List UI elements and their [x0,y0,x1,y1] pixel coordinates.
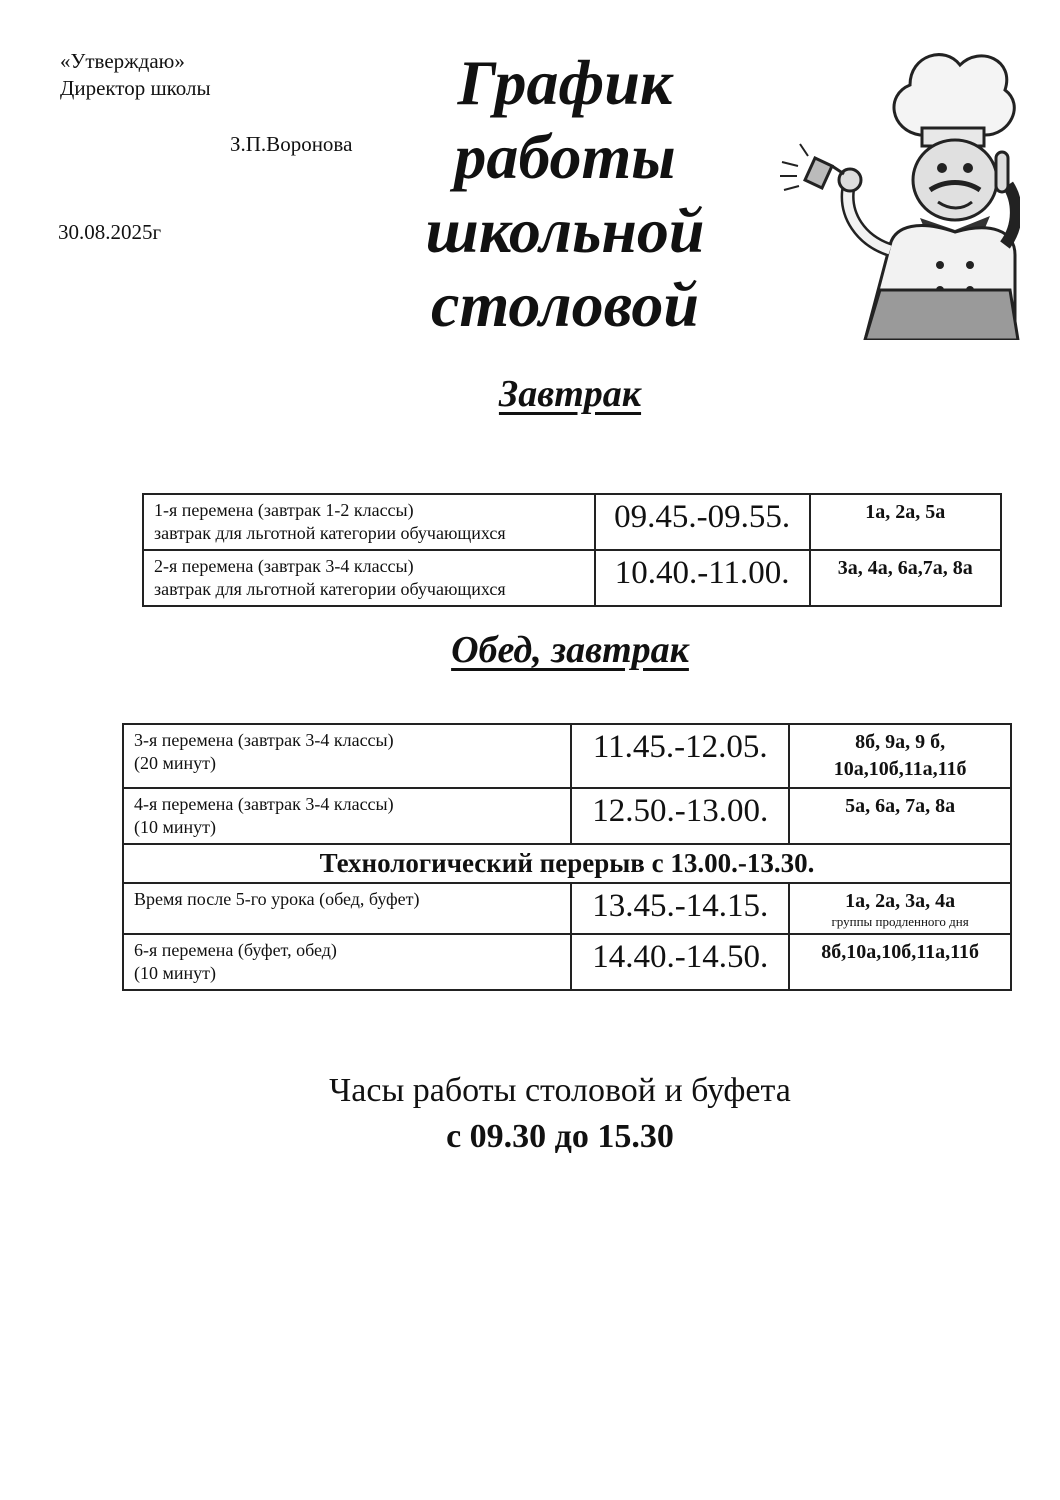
breakfast-table [142,493,1002,607]
table-row [123,724,1011,788]
approval-block [60,48,211,102]
working-hours [0,1068,1060,1160]
director-position: Директор школы [60,76,211,100]
period-label: 6-я перемена (буфет, обед) [134,940,337,960]
page-title [405,46,725,342]
period-note: (20 минут) [134,753,217,773]
period-label: 4-я перемена (завтрак 3-4 классы) [134,794,394,814]
table-row [123,788,1011,844]
period-note: завтрак для льготной категории обучающихся [154,579,506,599]
period-classes: 5а, 6а, 7а, 8а [789,788,1011,844]
period-time: 13.45.-14.15. [571,883,789,934]
title-line-3: школьной [425,195,705,266]
table-row [123,883,1011,934]
director-name: З.П.Воронова [230,132,353,156]
period-label: 1-я перемена (завтрак 1-2 классы) [154,500,414,520]
period-note: (10 минут) [134,817,217,837]
breakfast-heading: Завтрак [498,373,642,415]
table-row [143,494,1001,550]
period-description [143,494,595,550]
period-time: 09.45.-09.55. [595,494,810,550]
approve-line: «Утверждаю» [60,49,185,73]
lunch-heading: Обед, завтрак [451,629,689,671]
classes-line-1: 1а, 2а, 3а, 4а [845,890,956,912]
table-row [143,550,1001,606]
period-label: Время после 5-го урока (обед, буфет) [134,889,420,909]
working-hours-label: Часы работы столовой и буфета [329,1072,791,1109]
period-time: 10.40.-11.00. [595,550,810,606]
period-note: (10 минут) [134,963,217,983]
period-description [143,550,595,606]
classes-line-1: 8б, 9а, 9 б, [855,731,946,753]
title-line-1: График [457,47,673,118]
period-classes [789,883,1011,934]
period-description [123,724,571,788]
period-classes: 8б,10а,10б,11а,11б [789,934,1011,990]
chef-with-bell-icon [770,40,1020,340]
period-label: 2-я перемена (завтрак 3-4 классы) [154,556,414,576]
title-line-4: столовой [431,269,699,340]
table-row [123,934,1011,990]
table-row [123,844,1011,883]
period-classes: 3а, 4а, 6а,7а, 8а [810,550,1001,606]
period-classes [789,724,1011,788]
title-line-2: работы [454,121,676,192]
approval-date: 30.08.2025г [58,220,162,244]
classes-note: группы продленного дня [831,914,969,929]
working-hours-time: с 09.30 до 15.30 [446,1118,674,1155]
period-description [123,934,571,990]
period-note: завтрак для льготной категории обучающихся [154,523,506,543]
period-time: 11.45.-12.05. [571,724,789,788]
period-label: 3-я перемена (завтрак 3-4 классы) [134,730,394,750]
classes-line-2: 10а,10б,11а,11б [833,758,967,780]
period-time: 12.50.-13.00. [571,788,789,844]
period-description [123,883,571,934]
tech-break: Технологический перерыв с 13.00.-13.30. [123,844,1011,883]
period-time: 14.40.-14.50. [571,934,789,990]
period-classes: 1а, 2а, 5а [810,494,1001,550]
lunch-table [122,723,1012,991]
period-description [123,788,571,844]
